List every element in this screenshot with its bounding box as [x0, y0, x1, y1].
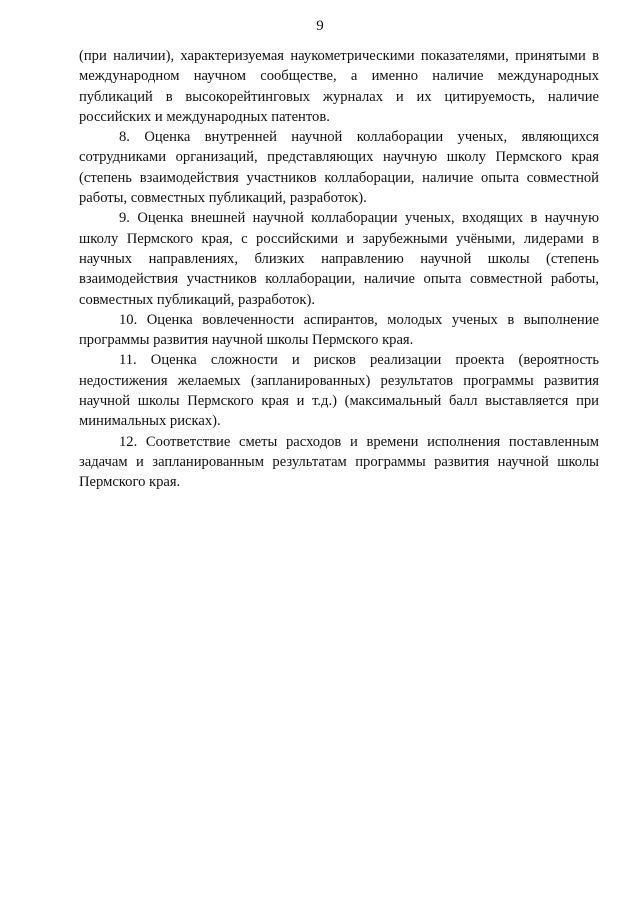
document-body: [79, 46, 599, 493]
paragraph-item-10: 10. Оценка вовлеченности аспирантов, молодых ученых в выполнение программы развития научной школы Пермского края.: [79, 311, 599, 349]
page-number: 9: [316, 18, 324, 34]
paragraph-item-12: 12. Соответствие сметы расходов и времени исполнения поставленным задачам и запланированным результатам программы развития научной школы Пермского края.: [79, 433, 599, 491]
paragraph-continuation: (при наличии), характеризуемая наукометрическими показателями, принятыми в международном научном сообществе, а именно наличие международных публикаций в высокорейтинговых журналах и их цитируемость, наличие российских и международных патентов.: [79, 48, 599, 125]
paragraph-item-8: 8. Оценка внутренней научной коллаборации ученых, являющихся сотрудниками организаций, представляющих научную школу Пермского края (степень взаимодействия участников коллаборации, наличие опыта совместной работы, совместных публикаций, разработок).: [79, 129, 599, 207]
paragraph-item-11: 11. Оценка сложности и рисков реализации проекта (вероятность недостижения желаемых (запланированных) результатов программы развития научной школы Пермского края и т.д.) (максимальный балл выставляется при минимальных рисках).: [79, 352, 599, 430]
paragraph-item-9: 9. Оценка внешней научной коллаборации ученых, входящих в научную школу Пермского края, с российскими и зарубежными учёными, лидерами в научных направлениях, близких направлению научной школы (степень взаимодействия участников коллаборации, наличие опыта совместной работы, совместных публикаций, разработок).: [79, 210, 599, 308]
